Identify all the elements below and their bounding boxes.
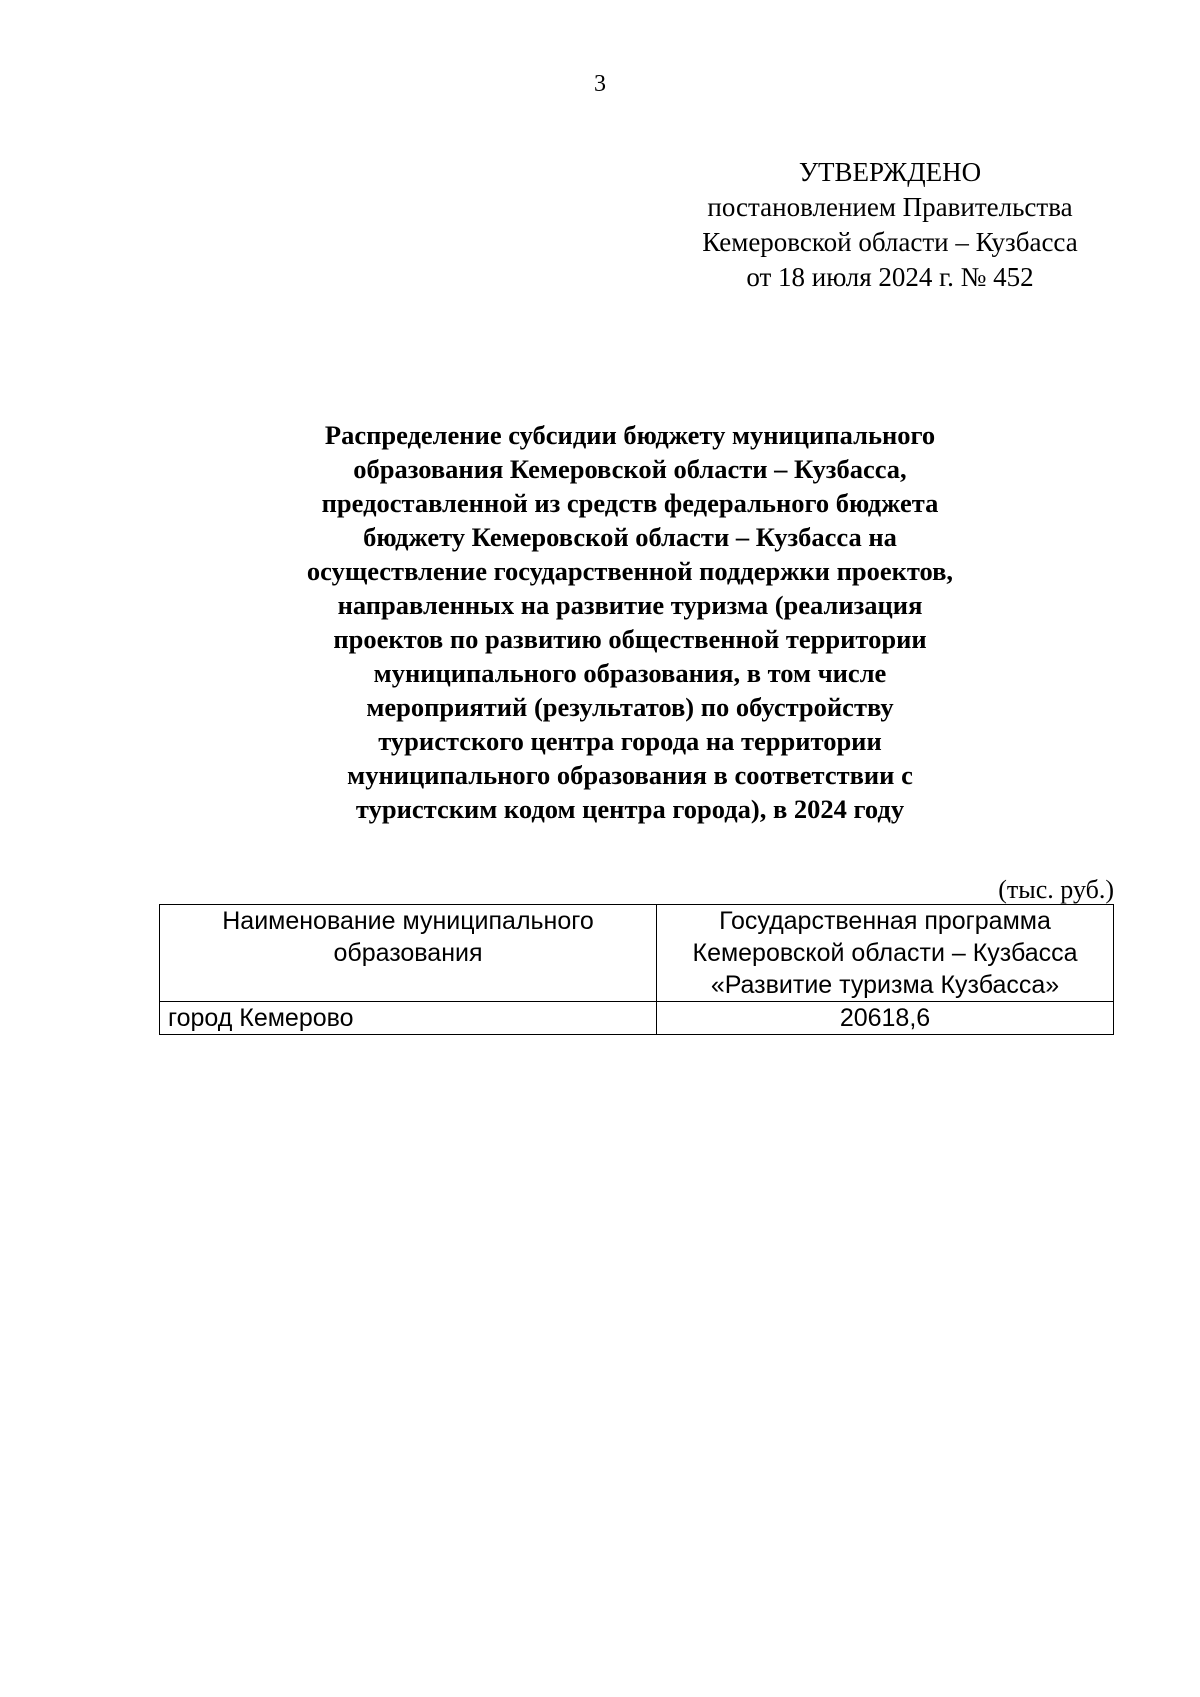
approval-heading: УТВЕРЖДЕНО (798, 157, 982, 187)
units-label: (тыс. руб.) (998, 875, 1114, 904)
table-header-row (160, 905, 1114, 1002)
title-line: предоставленной из средств федерального бюджета (321, 488, 939, 518)
header-line: «Развитие туризма Кузбасса» (710, 971, 1060, 999)
approval-line: постановлением Правительства (707, 192, 1073, 222)
title-line: мероприятий (результатов) по обустройству (366, 692, 894, 722)
title-line: бюджету Кемеровской области – Кузбасса на (363, 522, 897, 552)
document-title (240, 418, 1020, 826)
page-number: 3 (594, 71, 606, 97)
title-line: туристским кодом центра города), в 2024 году (355, 794, 905, 824)
title-line: Распределение субсидии бюджету муниципального (324, 420, 936, 450)
header-program (657, 905, 1114, 1002)
amount-cell: 20618,6 (657, 1002, 1114, 1035)
title-line: муниципального образования в соответствии с (347, 760, 913, 790)
header-municipality (160, 905, 657, 1002)
title-line: осуществление государственной поддержки проектов, (306, 556, 954, 586)
header-line: Наименование муниципального (222, 907, 594, 935)
approval-date-line: от 18 июля 2024 г. № 452 (746, 262, 1034, 292)
municipality-name-cell: город Кемерово (160, 1002, 657, 1035)
title-line: туристского центра города на территории (378, 726, 882, 756)
table-row (160, 1002, 1114, 1035)
title-line: проектов по развитию общественной территории (333, 624, 927, 654)
header-line: Кемеровской области – Кузбасса (692, 939, 1078, 967)
approval-stamp-block (660, 155, 1120, 295)
distribution-table (159, 904, 1114, 1035)
approval-line: Кемеровской области – Кузбасса (702, 227, 1078, 257)
header-line: Государственная программа (719, 907, 1051, 935)
title-line: направленных на развитие туризма (реализация (337, 590, 923, 620)
header-line: образования (333, 939, 483, 967)
title-line: муниципального образования, в том числе (373, 658, 887, 688)
title-line: образования Кемеровской области – Кузбасса, (353, 454, 907, 484)
